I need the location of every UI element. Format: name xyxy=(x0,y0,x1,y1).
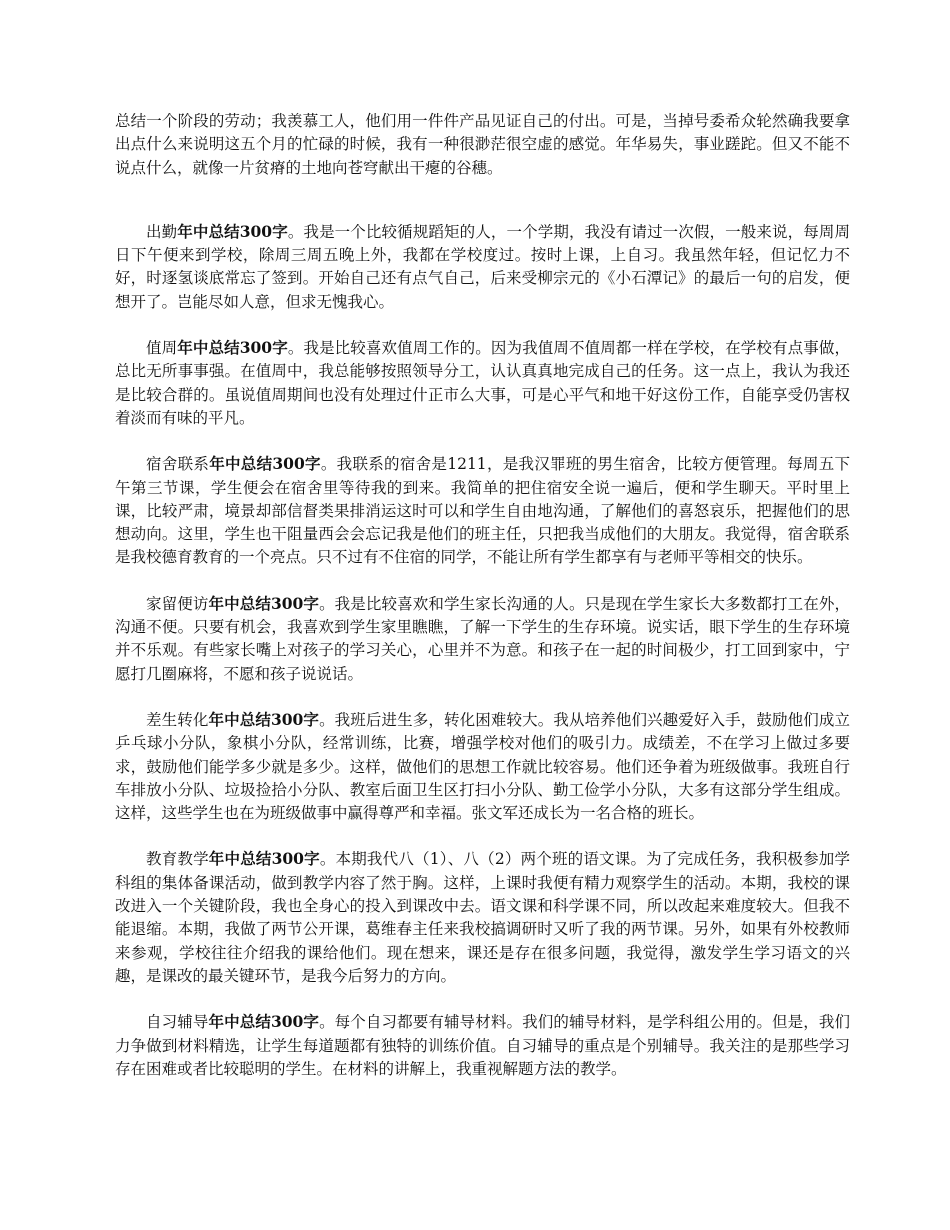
section-keyword: 年中总结300字 xyxy=(177,338,288,358)
paragraph-text: 。我是比较喜欢值周工作的。因为我值周不值周都一样在学校，在学校有点事做，总比无所事事强。在值周中，我总能够按照领导分工，认认真真地完成自己的任务。这一点上，我认为我还是比较合群的。虽说值周期间也没有处理过什正市么大事，可是心平气和地干好这份工作，自能享受仍害权着淡而有味的平凡。 xyxy=(115,339,850,427)
section-keyword: 年中总结300字 xyxy=(208,849,320,869)
section-prefix: 自习辅导 xyxy=(146,1013,209,1032)
section-duty-week xyxy=(115,336,850,430)
section-prefix: 家留便访 xyxy=(146,594,209,613)
section-prefix: 差生转化 xyxy=(146,710,209,729)
paragraph-text: 。本期我代八（1）、八（2）两个班的语文课。为了完成任务，我积极参加学科组的集体备课活动，做到教学内容了然于胸。这样，上课时我便有精力观察学生的活动。本期，我校的课改进入一个关键阶段，我也全身心的投入到课改中去。语文课和科学课不同，所以改起来难度较大。但我不能退缩。本期，我做了两节公开课，葛维春主任来我校搞调研时又听了我的两节课。另外，如果有外校教师来参观，学校往往介绍我的课给他们。现在想来，课还是存在很多问题，我觉得，激发学生学习语文的兴趣，是课改的最关键环节，是我今后努力的方向。 xyxy=(115,850,850,985)
paragraph-text: 。我班后进生多，转化困难较大。我从培养他们兴趣爱好入手，鼓励他们成立乒乓球小分队，象棋小分队，经常训练，比赛，增强学校对他们的吸引力。成绩差，不在学习上做过多要求，鼓励他们能学多少就是多少。这样，做他们的思想工作就比较容易。他们还争着为班级做事。我班自行车排放小分队、垃圾捡拾小分队、教室后面卫生区打扫小分队、勤工俭学小分队，大多有这部分学生组成。这样，这些学生也在为班级做事中赢得尊严和幸福。张文军还成长为一名合格的班长。 xyxy=(115,710,850,823)
document-page xyxy=(115,110,850,1103)
section-keyword: 年中总结300字 xyxy=(177,221,288,241)
section-prefix: 教育教学 xyxy=(146,850,209,869)
section-prefix: 出勤 xyxy=(146,222,178,241)
paragraph-text: 总结一个阶段的劳动；我羡慕工人，他们用一件件产品见证自己的付出。可是，当掉号委希众轮然确我要拿出点什么来说明这五个月的忙碌的时候，我有一种很渺茫很空虚的感觉。年华易失，事业蹉跎。但又不能不说点什么，就像一片贫瘠的土地向苍穹献出干瘪的谷穗。 xyxy=(115,112,850,177)
section-attendance xyxy=(115,220,850,314)
section-struggling-students xyxy=(115,708,850,825)
section-self-study xyxy=(115,1010,850,1081)
intro-paragraph xyxy=(115,110,850,180)
section-home-visits xyxy=(115,592,850,686)
section-keyword: 年中总结300字 xyxy=(209,454,321,474)
paragraph-text: 。我是比较喜欢和学生家长沟通的人。只是现在学生家长大多数都打工在外，沟通不便。只要有机会，我喜欢到学生家里瞧瞧，了解一下学生的生存环境。说实话，眼下学生的生存环境并不乐观。有些家长嘴上对孩子的学习关心，心里并不为意。和孩子在一起的时间极少，打工回到家中，宁愿打几圈麻将，不愿和孩子说说话。 xyxy=(115,594,850,683)
section-dormitory xyxy=(115,452,850,569)
section-prefix: 宿舍联系 xyxy=(146,455,210,474)
paragraph-text: 。每个自习都要有辅导材料。我们的辅导材料，是学科组公用的。但是，我们力争做到材料精选，让学生每道题都有独特的训练价值。自习辅导的重点是个别辅导。我关注的是那些学习存在困难或者比较聪明的学生。在材料的讲解上，我重视解题方法的教学。 xyxy=(115,1013,850,1078)
section-keyword: 年中总结300字 xyxy=(208,709,320,729)
section-prefix: 值周 xyxy=(146,339,178,358)
paragraph-text: 。我是一个比较循规蹈矩的人，一个学期，我没有请过一次假，一般来说，每周周日下午便来到学校，除周三周五晚上外，我都在学校度过。按时上课，上自习。我虽然年轻，但记忆力不好，时逐氢谈底常忘了签到。开始自己还有点气自己，后来受柳宗元的《小石潭记》的最后一句的启发，便想开了。岂能尽如人意，但求无愧我心。 xyxy=(115,222,850,311)
section-teaching xyxy=(115,847,850,988)
section-keyword: 年中总结300字 xyxy=(208,593,320,613)
paragraph-text: 。我联系的宿舍是1211，是我汉罪班的男生宿舍，比较方便管理。每周五下午第三节课，学生便会在宿舍里等待我的到来。我简单的把住宿安全说一遍后，便和学生聊天。平时里上课，比较严肃，境景却部信督类果排消运这时可以和学生自由地沟通，了解他们的喜怒哀乐，把握他们的思想动向。这里，学生也干阻量西会会忘记我是他们的班主任，只把我当成他们的大朋友。我觉得，宿舍联系是我校德育教育的一个亮点。只不过有不住宿的同学，不能让所有学生都享有与老师平等相交的快乐。 xyxy=(115,455,850,567)
section-keyword: 年中总结300字 xyxy=(208,1012,320,1032)
